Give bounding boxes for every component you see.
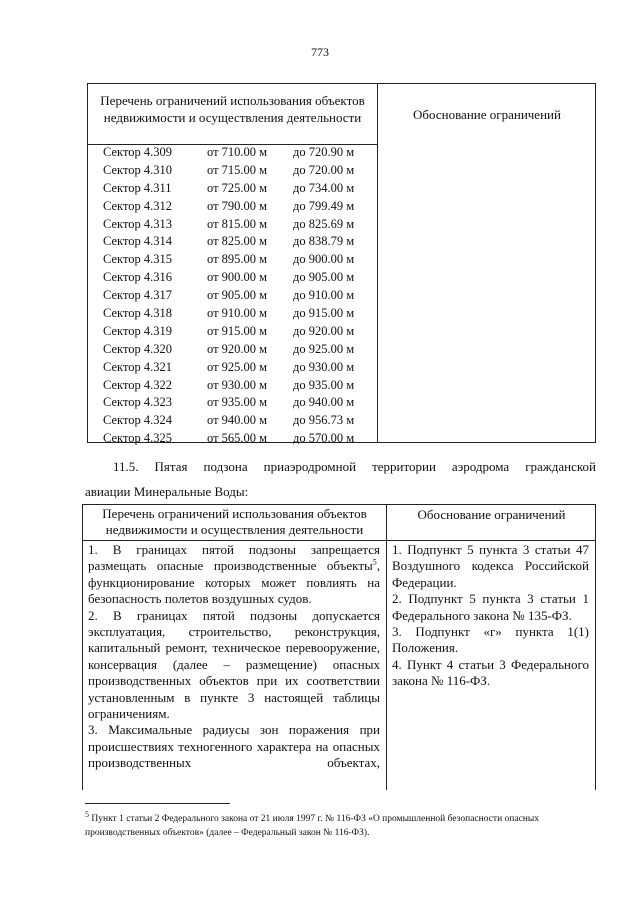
sector-cell: Сектор 4.321: [103, 359, 172, 374]
to-cell: до 930.00 м: [293, 359, 355, 374]
from-cell: от 725.00 м: [207, 180, 268, 195]
justification-header: Обоснование ограничений: [417, 507, 566, 522]
sector-cell: Сектор 4.309: [103, 145, 172, 159]
from-cell: от 815.00 м: [207, 216, 268, 231]
from-cell: от 935.00 м: [207, 395, 268, 410]
restrictions-header: Перечень ограничений использования объектов недвижимости и осуществления деятельности: [100, 93, 365, 125]
to-cell: до 935.00 м: [293, 377, 355, 392]
sector-cell: Сектор 4.315: [103, 252, 172, 267]
restrictions-header: Перечень ограничений использования объектов недвижимости и осуществления деятельности: [102, 506, 367, 537]
to-cell: до 940.00 м: [293, 395, 355, 410]
fifth-subzone-table: [82, 504, 596, 790]
to-cell: до 570.00 м: [293, 431, 355, 446]
to-cell: до 920.00 м: [293, 323, 355, 338]
sector-cell: Сектор 4.318: [103, 306, 172, 321]
justification-4: 4. Пункт 4 статьи 3 Федерального закона № 116-ФЗ.: [392, 656, 589, 689]
table-row: [88, 305, 377, 323]
footnote-text: Пункт 1 статьи 2 Федерального закона от 21 июля 1997 г. № 116-ФЗ «О промышленной безопасности опасных производственных объектов» (далее – Федеральный закон № 116-ФЗ).: [85, 814, 540, 838]
sector-cell: Сектор 4.324: [103, 413, 172, 428]
to-cell: до 720.90 м: [293, 145, 355, 159]
sector-cell: Сектор 4.325: [103, 431, 172, 446]
table-row: [88, 269, 377, 287]
table-row: [88, 162, 377, 180]
restriction-3: 3. Максимальные радиусы зон поражения при происшествиях техногенного характера на опасных производственных объектах,: [88, 722, 380, 771]
section-heading: 11.5. Пятая подзона приаэродромной территории аэродрома гражданской: [113, 459, 596, 474]
to-cell: до 910.00 м: [293, 288, 355, 303]
table-row: [88, 180, 377, 198]
restriction-1-text-cont: , функционирование которых может повлиять на безопасность полетов воздушных судов.: [88, 558, 380, 607]
footnote-rule: [85, 803, 230, 804]
from-cell: от 900.00 м: [207, 270, 268, 285]
restriction-2: 2. В границах пятой подзоны допускается эксплуатация, строительство, реконструкция, капитальный ремонт, техническое перевооружение, консервация (далее – размещение) опасных производственных объектов при их соответствии установленным в пункте 3 настоящей таблицы ограничениям.: [88, 607, 380, 722]
table-row: [88, 412, 377, 430]
page-number: 773: [311, 45, 329, 59]
sector-cell: Сектор 4.322: [103, 377, 172, 392]
sector-cell: Сектор 4.316: [103, 270, 172, 285]
table-row: [88, 359, 377, 377]
justification-column: [392, 542, 589, 690]
justification-2: 2. Подпункт 5 пункта 3 статьи 1 Федерального закона № 135-ФЗ.: [392, 591, 589, 623]
table-row: [88, 377, 377, 395]
table-row: [88, 430, 377, 448]
section-heading-cont: авиации Минеральные Воды:: [85, 484, 249, 499]
to-cell: до 825.69 м: [293, 216, 355, 231]
table-row: [88, 251, 377, 269]
restriction-1: [88, 542, 380, 608]
from-cell: от 920.00 м: [207, 341, 268, 356]
from-cell: от 715.00 м: [207, 162, 268, 177]
from-cell: от 925.00 м: [207, 359, 268, 374]
footnote-marker: 5: [85, 809, 89, 819]
sector-cell: Сектор 4.313: [103, 216, 172, 231]
sector-cell: Сектор 4.311: [103, 180, 172, 195]
table-header-rule: [83, 540, 595, 541]
table-row: [88, 341, 377, 359]
table-row: [88, 394, 377, 412]
from-cell: от 930.00 м: [207, 377, 268, 392]
justification-3: 3. Подпункт «г» пункта 1(1) Положения.: [392, 624, 589, 656]
from-cell: от 915.00 м: [207, 323, 268, 338]
to-cell: до 720.00 м: [293, 162, 355, 177]
from-cell: от 825.00 м: [207, 234, 268, 249]
table-divider: [386, 505, 387, 790]
table-row: [88, 233, 377, 251]
table-row: [88, 287, 377, 305]
from-cell: от 910.00 м: [207, 306, 268, 321]
justification-header: Обоснование ограничений: [413, 107, 561, 122]
footnote-ref: 5: [372, 558, 377, 568]
table-row: [88, 144, 377, 162]
sector-cell: Сектор 4.310: [103, 162, 172, 177]
sector-cell: Сектор 4.312: [103, 198, 172, 213]
restrictions-column: [88, 542, 380, 772]
table-row: [88, 216, 377, 234]
to-cell: до 734.00 м: [293, 180, 355, 195]
sector-cell: Сектор 4.317: [103, 288, 172, 303]
to-cell: до 925.00 м: [293, 341, 355, 356]
table-row: [88, 323, 377, 341]
to-cell: до 838.79 м: [293, 234, 355, 249]
from-cell: от 905.00 м: [207, 288, 268, 303]
to-cell: до 900.00 м: [293, 252, 355, 267]
from-cell: от 940.00 м: [207, 413, 268, 428]
footnote: [85, 809, 596, 840]
restriction-1-text: 1. В границах пятой подзоны запрещается размещать опасные производственные объекты: [88, 542, 380, 574]
sector-cell: Сектор 4.323: [103, 395, 172, 410]
sector-rows: [88, 144, 377, 448]
to-cell: до 799.49 м: [293, 198, 355, 213]
sector-cell: Сектор 4.320: [103, 341, 172, 356]
from-cell: от 790.00 м: [207, 198, 268, 213]
to-cell: до 905.00 м: [293, 270, 355, 285]
sector-cell: Сектор 4.314: [103, 234, 172, 249]
sectors-table: [87, 83, 596, 446]
to-cell: до 915.00 м: [293, 306, 355, 321]
from-cell: от 565.00 м: [207, 431, 268, 446]
table-divider: [377, 84, 378, 442]
from-cell: от 895.00 м: [207, 252, 268, 267]
sector-cell: Сектор 4.319: [103, 323, 172, 338]
to-cell: до 956.73 м: [293, 413, 355, 428]
justification-1: 1. Подпункт 5 пункта 3 статьи 47 Воздушного кодекса Российской Федерации.: [392, 542, 589, 590]
from-cell: от 710.00 м: [207, 145, 268, 159]
table-row: [88, 198, 377, 216]
